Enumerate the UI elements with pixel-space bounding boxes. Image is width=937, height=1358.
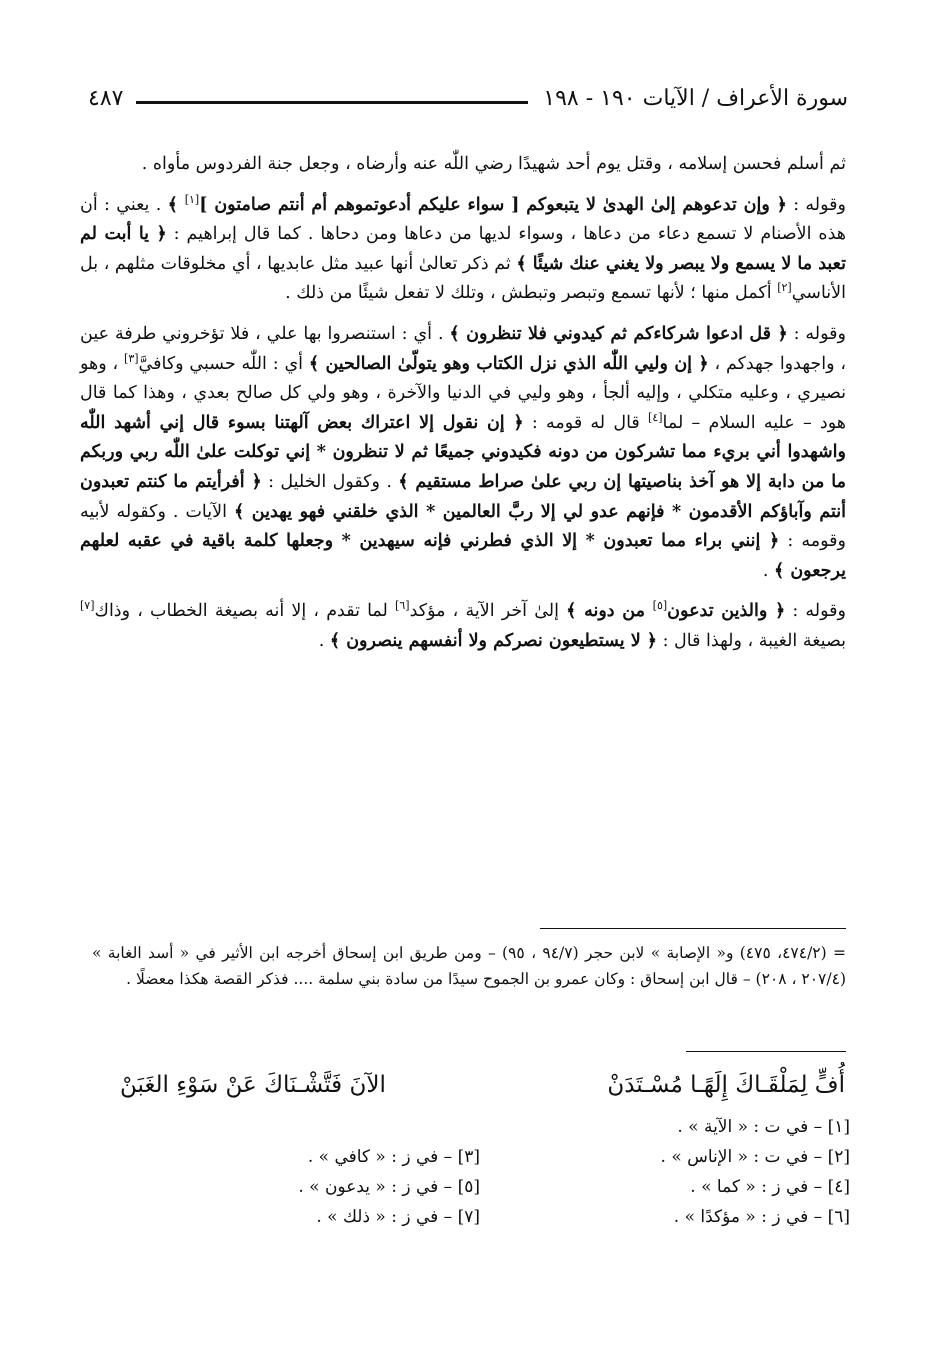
footnote-reference: [٧] — [80, 599, 95, 613]
header-rule — [136, 101, 528, 104]
footnote-reference: [٦] — [395, 599, 410, 613]
variant-item: [٣] – في ز : « كافي » . — [307, 1147, 480, 1167]
quran-quote: ﴿ أفرأيتم ما كنتم تعبدون أنتم وآباؤكم الأقدمون * فإنهم عدو لي إلا ربَّ العالمين * الذي خلقني فهو يهدين ﴾ — [80, 471, 846, 522]
running-title: سورة الأعراف / الآيات ١٩٠ - ١٩٨ — [543, 86, 848, 111]
paragraph — [80, 150, 846, 180]
text-segment: . وكقول الخليل : — [261, 471, 399, 492]
footnote-reference: [٤] — [648, 410, 663, 424]
quran-quote: ﴿ لا يستطيعون نصركم ولا أنفسهم ينصرون ﴾ — [329, 630, 658, 651]
footnote-continuation: = (٤٧٤/٢، ٤٧٥) و« الإصابة » لابن حجر (٩٤/٧ ، ٩٥) – ومن طريق ابن إسحاق أخرجه ابن الأثير في « أسد الغابة » (٢٠٧/٤ ، ٢٠٨) – قال ابن إسحاق : وكان عمرو بن الجموح سيدًا من سادة بني سلمة .... فذكر القصة هكذا معضلًا . — [92, 944, 846, 988]
text-segment: أي : اللّٰه حسبي وكافيَّ — [138, 353, 309, 374]
quran-quote: ﴿ والذين تدعون — [667, 601, 786, 622]
text-segment: . — [318, 630, 330, 651]
text-segment: أكمل منها ؛ لأنها تسمع وتبصر وتبطش ، وتلك لا تفعل شيئًا من ذلك . — [285, 283, 778, 304]
page-header — [88, 86, 848, 116]
text-segment: ، وهو نصيري ، وعليه متكلي ، وإليه ألجأ ، وهو وليي في الدنيا والآخرة ، وهو ولي كل صالح بعدي ، وهذا كما قال هود – عليه السلام – لما — [80, 353, 846, 433]
paragraph — [80, 597, 846, 656]
quran-quote: من دونه ﴾ — [566, 601, 653, 622]
quran-quote: ﴿ قل ادعوا شركاءكم ثم كيدوني فلا تنظرون ﴾ — [449, 323, 788, 344]
text-segment: وقوله : — [785, 601, 846, 622]
verse-first-hemistich: أُفٍّ لِمَلْقَـاكَ إِلَهًـا مُسْـتَدَنْ — [607, 1072, 845, 1098]
variant-item: [٧] – في ز : « ذلك » . — [316, 1207, 480, 1227]
footnote-reference: [٥] — [652, 599, 668, 613]
text-segment: ثم أسلم فحسن إسلامه ، وقتل يوم أحد شهيدًا رضي اللّٰه عنه وأرضاه ، وجعل جنة الفردوس مأواه . — [141, 154, 846, 174]
quran-quote: ﴿ إنني براء مما تعبدون * إلا الذي فطرني فإنه سيهدين * وجعلها كلمة باقية في عقبه لعلهم يرجعون ﴾ — [80, 531, 846, 581]
variant-item: [١] – في ت : « الآية » . — [677, 1117, 850, 1137]
page-number: ٤٨٧ — [88, 86, 124, 111]
text-segment: . — [762, 560, 774, 581]
variant-readings — [240, 1114, 850, 1244]
footnote-reference: [٣] — [124, 351, 139, 365]
footnote-reference: [٢] — [777, 281, 792, 295]
text-segment: بصيغة الغيبة ، ولهذا قال : — [657, 630, 846, 651]
quran-quote: ﴿ وإن تدعوهم إلىٰ الهدىٰ لا يتبعوكم [ سواء عليكم أدعوتموهم أم أنتم صامتون ] — [199, 194, 787, 215]
variant-item: [٦] – في ز : « مؤكدًا » . — [673, 1207, 850, 1227]
paragraph — [80, 191, 846, 309]
paragraph — [80, 320, 846, 586]
text-segment: ثم ذكر تعالىٰ أنها عبيد مثل عابديها ، أي مخلوقات مثلهم ، بل الأناسي — [80, 253, 846, 304]
text-segment: . أي : استنصروا بها علي ، فلا تؤخروني طرفة عين ، واجهدوا جهدكم ، — [80, 323, 846, 374]
verse-second-hemistich: الآنَ فَتَّشْـنَاكَ عَنْ سَوْءِ الغَبَنْ — [120, 1072, 386, 1098]
text-segment: قال له قومه : — [523, 412, 649, 433]
text-segment: إلىٰ آخر الآية ، مؤكد — [409, 601, 567, 622]
text-segment: وقوله : — [787, 323, 846, 344]
quran-quote: ﴿ إن وليي اللّٰه الذي نزل الكتاب وهو يتولّىٰ الصالحين ﴾ — [308, 353, 709, 374]
quran-quote: ﴾ — [167, 194, 185, 215]
quran-quote: ﴿ إن نقول إلا اعتراك بعض آلهتنا بسوء قال إني أشهد اللّٰه واشهدوا أني بريء مما تشركون من دونه فكيدوني جميعًا ثم لا تنظرون * إني توكلت علىٰ اللّٰه ربي وربكم ما من دابة إلا هو آخذ بناصيتها إن ربي علىٰ صراط مستقيم ﴾ — [80, 412, 846, 492]
text-segment: . يعني : أن هذه الأصنام لا تسمع دعاء من دعاها ، وسواء لديها من دعاها ومن دحاها . كما قال إبراهيم : — [80, 194, 846, 245]
text-segment: وقوله : — [786, 194, 846, 215]
quoted-verse — [120, 1072, 845, 1108]
quran-quote: ﴿ يا أبت لم تعبد ما لا يسمع ولا يبصر ولا يغني عنك شيئًا ﴾ — [80, 224, 846, 274]
text-segment: الآيات . وكقوله لأبيه وقومه : — [80, 501, 846, 552]
main-text — [80, 150, 846, 668]
text-segment: لما تقدم ، إلا أنه بصيغة الخطاب ، وذاك — [94, 601, 396, 622]
variant-item: [٤] – في ز : « كما » . — [690, 1177, 850, 1197]
footnote-reference: [١] — [184, 192, 200, 206]
variant-item: [٢] – في ت : « الإناس » . — [660, 1147, 850, 1167]
variant-item: [٥] – في ز : « يدعون » . — [298, 1177, 480, 1197]
footnote-separator — [540, 928, 846, 929]
footnote-separator-2 — [686, 1051, 846, 1052]
